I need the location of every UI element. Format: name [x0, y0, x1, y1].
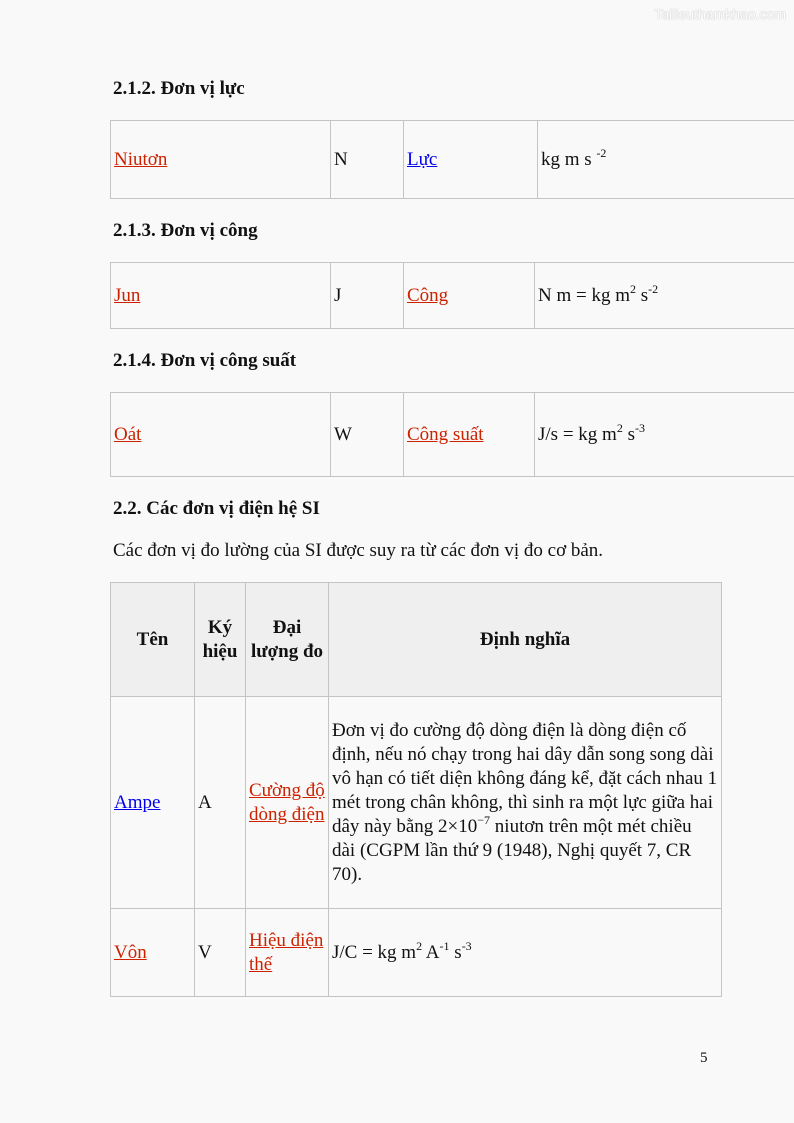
definition-text: s: [622, 423, 635, 445]
link-cong-suat[interactable]: Công suất: [407, 423, 484, 445]
definition-cell: [329, 697, 722, 909]
exponent: −7: [477, 812, 491, 827]
link-jun[interactable]: Jun: [114, 284, 141, 306]
symbol-cell: V: [195, 909, 246, 997]
table-row: [111, 393, 794, 477]
link-cuong-do-dong-dien[interactable]: Cường độ dòng điện: [249, 779, 325, 825]
definition-text: niutơn trên một mét chiều dài (CGPM lần thứ 9 (1948), Nghị quyết 7, CR 70).: [332, 815, 692, 885]
definition-text: J/s = kg m: [538, 423, 617, 445]
table-row: [111, 263, 794, 329]
definition-text: N m = kg m: [538, 284, 630, 306]
header-row: [111, 583, 722, 697]
heading-force-unit: 2.1.2. Đơn vị lực: [113, 78, 245, 99]
exponent: 2: [630, 281, 636, 296]
definition-text: s: [636, 284, 649, 306]
heading-power-unit: 2.1.4. Đơn vị công suất: [113, 350, 297, 371]
force-unit-table: [110, 120, 794, 199]
definition-cell: [535, 263, 794, 329]
header-definition: Định nghĩa: [329, 583, 722, 697]
symbol-cell: A: [195, 697, 246, 909]
power-unit-table: [110, 392, 794, 477]
intro-text: Các đơn vị đo lường của SI được suy ra từ các đơn vị đo cơ bản.: [113, 540, 604, 561]
definition-cell: [329, 909, 722, 997]
symbol-cell: N: [331, 121, 404, 199]
link-oat[interactable]: Oát: [114, 423, 142, 445]
exponent: -3: [634, 420, 645, 435]
definition-text: A: [422, 941, 440, 963]
exponent: -2: [648, 281, 659, 296]
link-hieu-dien-the[interactable]: Hiệu điện thế: [249, 929, 324, 975]
link-niuton[interactable]: Niutơn: [114, 148, 168, 170]
table-row: [111, 697, 722, 909]
page-number: 5: [700, 1050, 708, 1066]
exponent: -3: [461, 938, 472, 953]
symbol-cell: J: [331, 263, 404, 329]
header-symbol: Ký hiệu: [195, 583, 246, 697]
symbol-cell: W: [331, 393, 404, 477]
definition-text: s: [449, 941, 462, 963]
header-quantity: Đại lượng đo: [246, 583, 329, 697]
definition-cell: [538, 121, 794, 199]
electric-units-table: [110, 582, 722, 997]
link-ampe[interactable]: Ampe: [114, 791, 161, 813]
header-name: Tên: [111, 583, 195, 697]
exponent: -1: [439, 938, 450, 953]
table-row: [111, 121, 794, 199]
heading-electric-units: 2.2. Các đơn vị điện hệ SI: [113, 498, 320, 519]
heading-work-unit: 2.1.3. Đơn vị công: [113, 220, 258, 241]
definition-text: Đơn vị đo cường độ dòng điện là dòng điện cố định, nếu nó chạy trong hai dây dẫn song song dài vô hạn có tiết diện không đáng kể, đặt cách nhau 1 mét trong chân không, thì sinh ra một lực giữa hai dây này bằng 2×10: [332, 719, 718, 837]
exponent: 2: [616, 420, 623, 435]
watermark: Tailieuthamkhao.com: [654, 6, 786, 22]
work-unit-table: [110, 262, 794, 329]
link-luc[interactable]: Lực: [407, 148, 438, 170]
link-cong[interactable]: Công: [407, 284, 449, 306]
table-row: [111, 909, 722, 997]
exponent: 2: [416, 938, 423, 953]
link-von[interactable]: Vôn: [114, 941, 147, 963]
definition-cell: [535, 393, 794, 477]
definition-text: kg m s: [541, 148, 597, 170]
definition-text: J/C = kg m: [332, 941, 417, 963]
exponent: -2: [596, 145, 607, 160]
